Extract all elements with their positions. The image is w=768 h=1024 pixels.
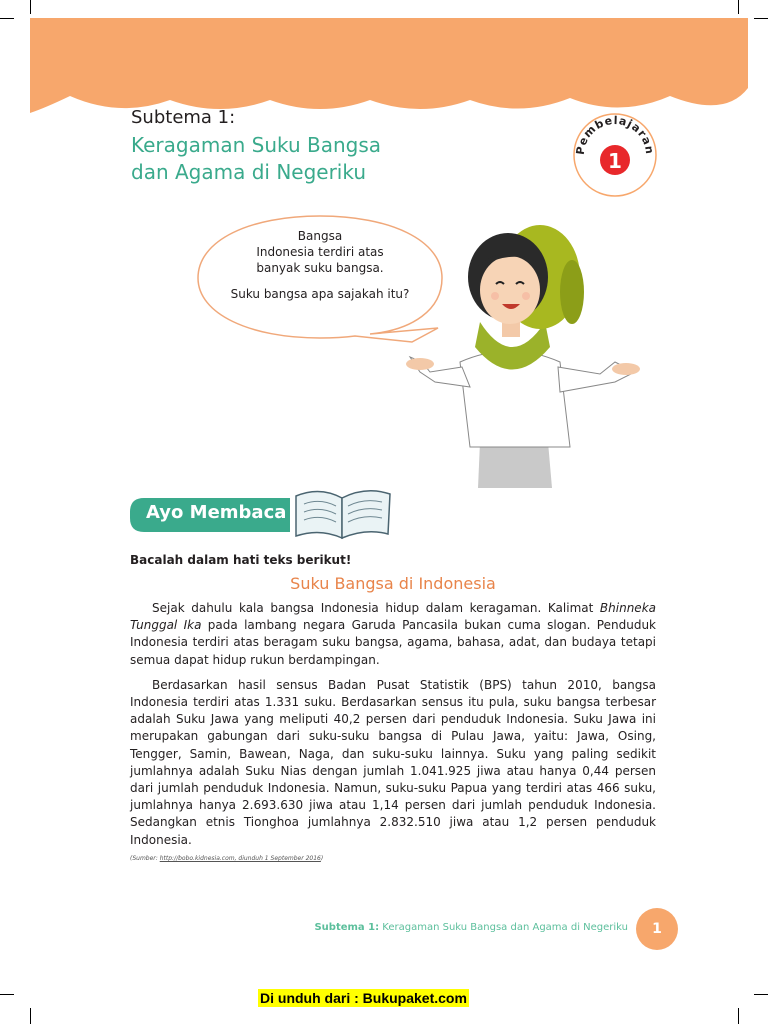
- crop-mark: [0, 18, 14, 19]
- crop-mark: [30, 0, 31, 14]
- source-link[interactable]: http://bobo.kidnesia.com, diunduh 1 September 2016: [159, 855, 321, 862]
- download-note: Di unduh dari : Bukupaket.com: [260, 990, 467, 1006]
- crop-mark: [738, 0, 739, 14]
- bubble-line: Bangsa: [297, 229, 343, 243]
- lesson-badge: [572, 112, 658, 198]
- page-number: 1: [636, 908, 678, 950]
- header-band: [30, 18, 748, 118]
- crop-mark: [738, 1008, 739, 1024]
- paragraph-1-end: pada lambang negara Garuda Pancasila bukan cuma slogan. Penduduk Indonesia terdiri atas beragam suku bangsa, agama, bahasa, adat, dan budaya tetapi semua dapat hidup rukun berdampingan.: [130, 618, 656, 667]
- girl-illustration: [400, 222, 650, 488]
- text-title: Suku Bangsa di Indonesia: [290, 574, 496, 593]
- footer-subtema: [314, 922, 628, 933]
- source-suffix: ): [320, 855, 324, 862]
- footer-subtema-bold: Subtema 1:: [314, 922, 380, 933]
- source-citation: [130, 855, 323, 862]
- reading-text: [130, 600, 656, 857]
- title-line-1: Keragaman Suku Bangsa: [131, 133, 382, 157]
- crop-mark: [754, 18, 768, 19]
- crop-mark: [0, 994, 14, 995]
- crop-mark: [30, 1008, 31, 1024]
- source-prefix: (Sumber:: [130, 855, 160, 862]
- crop-mark: [754, 994, 768, 995]
- badge-word: Pembelajaran: [573, 113, 657, 156]
- bubble-line: banyak suku bangsa.: [256, 261, 384, 275]
- bubble-question: Suku bangsa apa sajakah itu?: [230, 287, 410, 301]
- bubble-line: Indonesia terdiri atas: [256, 245, 384, 259]
- paragraph: Berdasarkan hasil sensus Badan Pusat Statistik (BPS) tahun 2010, bangsa Indonesia terdiri atas 1.331 suku. Berdasarkan sensus itu pula, suku bangsa terbesar adalah Suku Jawa yang meliputi 40,2 persen dari penduduk Indonesia. Suku Jawa ini merupakan gabungan dari suku-suku bangsa di Pulau Jawa, yaitu: Jawa, Osing, Tengger, Samin, Bawean, Naga, dan suku-suku lainnya. Suku yang paling sedikit jumlahnya adalah Suku Nias dengan jumlah 1.041.925 jiwa atau hanya 0,44 persen dari jumlah penduduk Indonesia. Namun, suku-suku Papua yang terdiri atas 466 suku, jumlahnya hanya 2.693.630 jiwa atau 1,14 persen dari jumlah penduduk Indonesia. Sedangkan etnis Tionghoa jumlahnya 2.832.510 jiwa atau 1,2 persen penduduk Indonesia.: [130, 677, 656, 847]
- section-banner-label: Ayo Membaca: [146, 502, 287, 523]
- paragraph: [130, 600, 656, 669]
- footer-subtema-rest: Keragaman Suku Bangsa dan Agama di Negeriku: [379, 922, 628, 933]
- open-book-icon: [290, 484, 394, 542]
- paragraph-1-start: Sejak dahulu kala bangsa Indonesia hidup dalam keragaman. Kalimat: [152, 601, 600, 615]
- title-line-2: dan Agama di Negeriku: [131, 160, 367, 184]
- page-title: [131, 132, 381, 186]
- badge-number: 1: [608, 149, 622, 173]
- reading-instruction: Bacalah dalam hati teks berikut!: [130, 553, 352, 567]
- subtema-label: Subtema 1:: [131, 107, 236, 128]
- motto-italic: Bhinneka Tunggal Ika: [130, 601, 656, 633]
